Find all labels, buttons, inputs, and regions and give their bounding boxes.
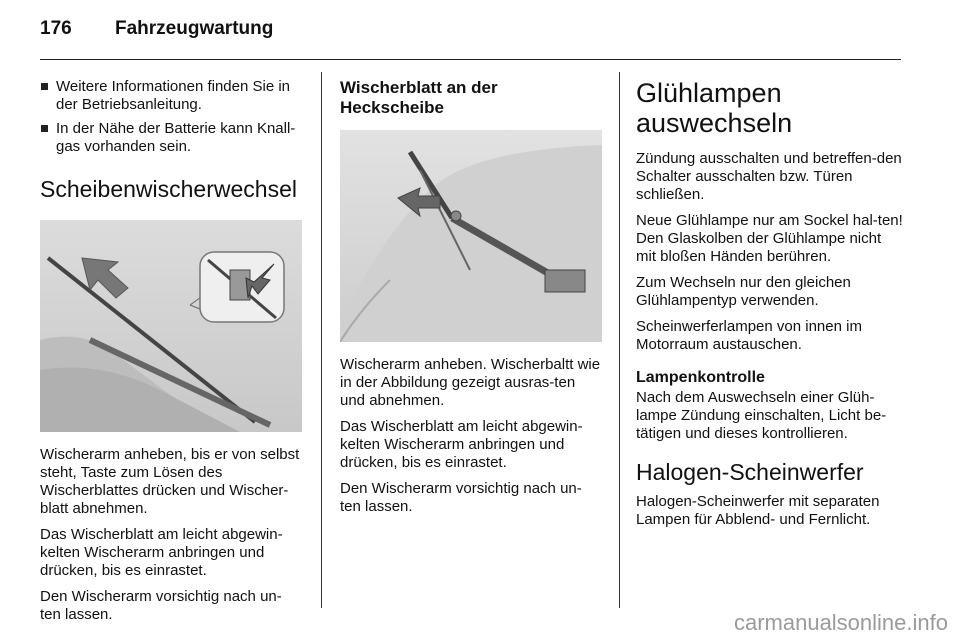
page-title: Fahrzeugwartung [115, 18, 274, 39]
page-number: 176 [40, 18, 72, 39]
paragraph: Wischerarm anheben, bis er von selbst steht, Taste zum Lösen des Wischerblattes drücken und Wischer-blatt abnehmen. [40, 446, 300, 517]
bullet-square-icon [41, 83, 48, 90]
paragraph: Neue Glühlampe nur am Sockel hal-ten! Den Glaskolben der Glühlampe nicht mit bloßen Händen berühren. [636, 212, 903, 265]
paragraph: Scheinwerferlampen von innen im Motorraum austauschen. [636, 318, 862, 353]
rear-wiper-illustration [340, 130, 602, 342]
windscreen-wiper-illustration [40, 220, 302, 432]
column-3 [636, 78, 904, 537]
paragraph: Den Wischerarm vorsichtig nach un-ten lassen. [340, 480, 582, 515]
column-2 [340, 78, 602, 524]
bullet-item: In der Nähe der Batterie kann Knall-gas vorhanden sein. [40, 120, 302, 156]
paragraph: Zündung ausschalten und betreffen-den Schalter ausschalten bzw. Türen schließen. [636, 150, 902, 203]
bullet-square-icon [41, 125, 48, 132]
page-header [40, 18, 273, 40]
column-divider [619, 72, 620, 608]
header-rule [40, 59, 901, 60]
section-heading: Halogen-Scheinwerfer [636, 459, 864, 485]
watermark: carmanualsonline.info [733, 610, 948, 635]
sub-heading: Lampenkontrolle [636, 369, 765, 386]
paragraph: Zum Wechseln nur den gleichen Glühlampentyp verwenden. [636, 274, 851, 309]
paragraph: Wischerarm anheben. Wischerbaltt wie in der Abbildung gezeigt ausras-ten und abnehmen. [340, 356, 601, 409]
paragraph: Halogen-Scheinwerfer mit separaten Lampen für Abblend- und Fernlicht. [636, 493, 880, 528]
bullet-item: Weitere Informationen finden Sie in der Betriebsanleitung. [40, 78, 302, 114]
section-heading: Glühlampen auswechseln [636, 78, 793, 138]
column-1 [40, 78, 302, 632]
paragraph: Das Wischerblatt am leicht abgewin-kelten Wischerarm anbringen und drücken, bis es einrastet. [40, 526, 283, 579]
section-heading: Wischerblatt an der Heckscheibe [340, 78, 498, 117]
paragraph: Das Wischerblatt am leicht abgewin-kelten Wischerarm anbringen und drücken, bis es einrastet. [340, 418, 583, 471]
column-divider [321, 72, 322, 608]
paragraph: Nach dem Auswechseln einer Glüh-lampe Zündung einschalten, Licht be-tätigen und dieses kontrollieren. [636, 389, 887, 442]
paragraph: Den Wischerarm vorsichtig nach un-ten lassen. [40, 588, 282, 623]
section-heading: Scheibenwischerwechsel [40, 176, 297, 202]
